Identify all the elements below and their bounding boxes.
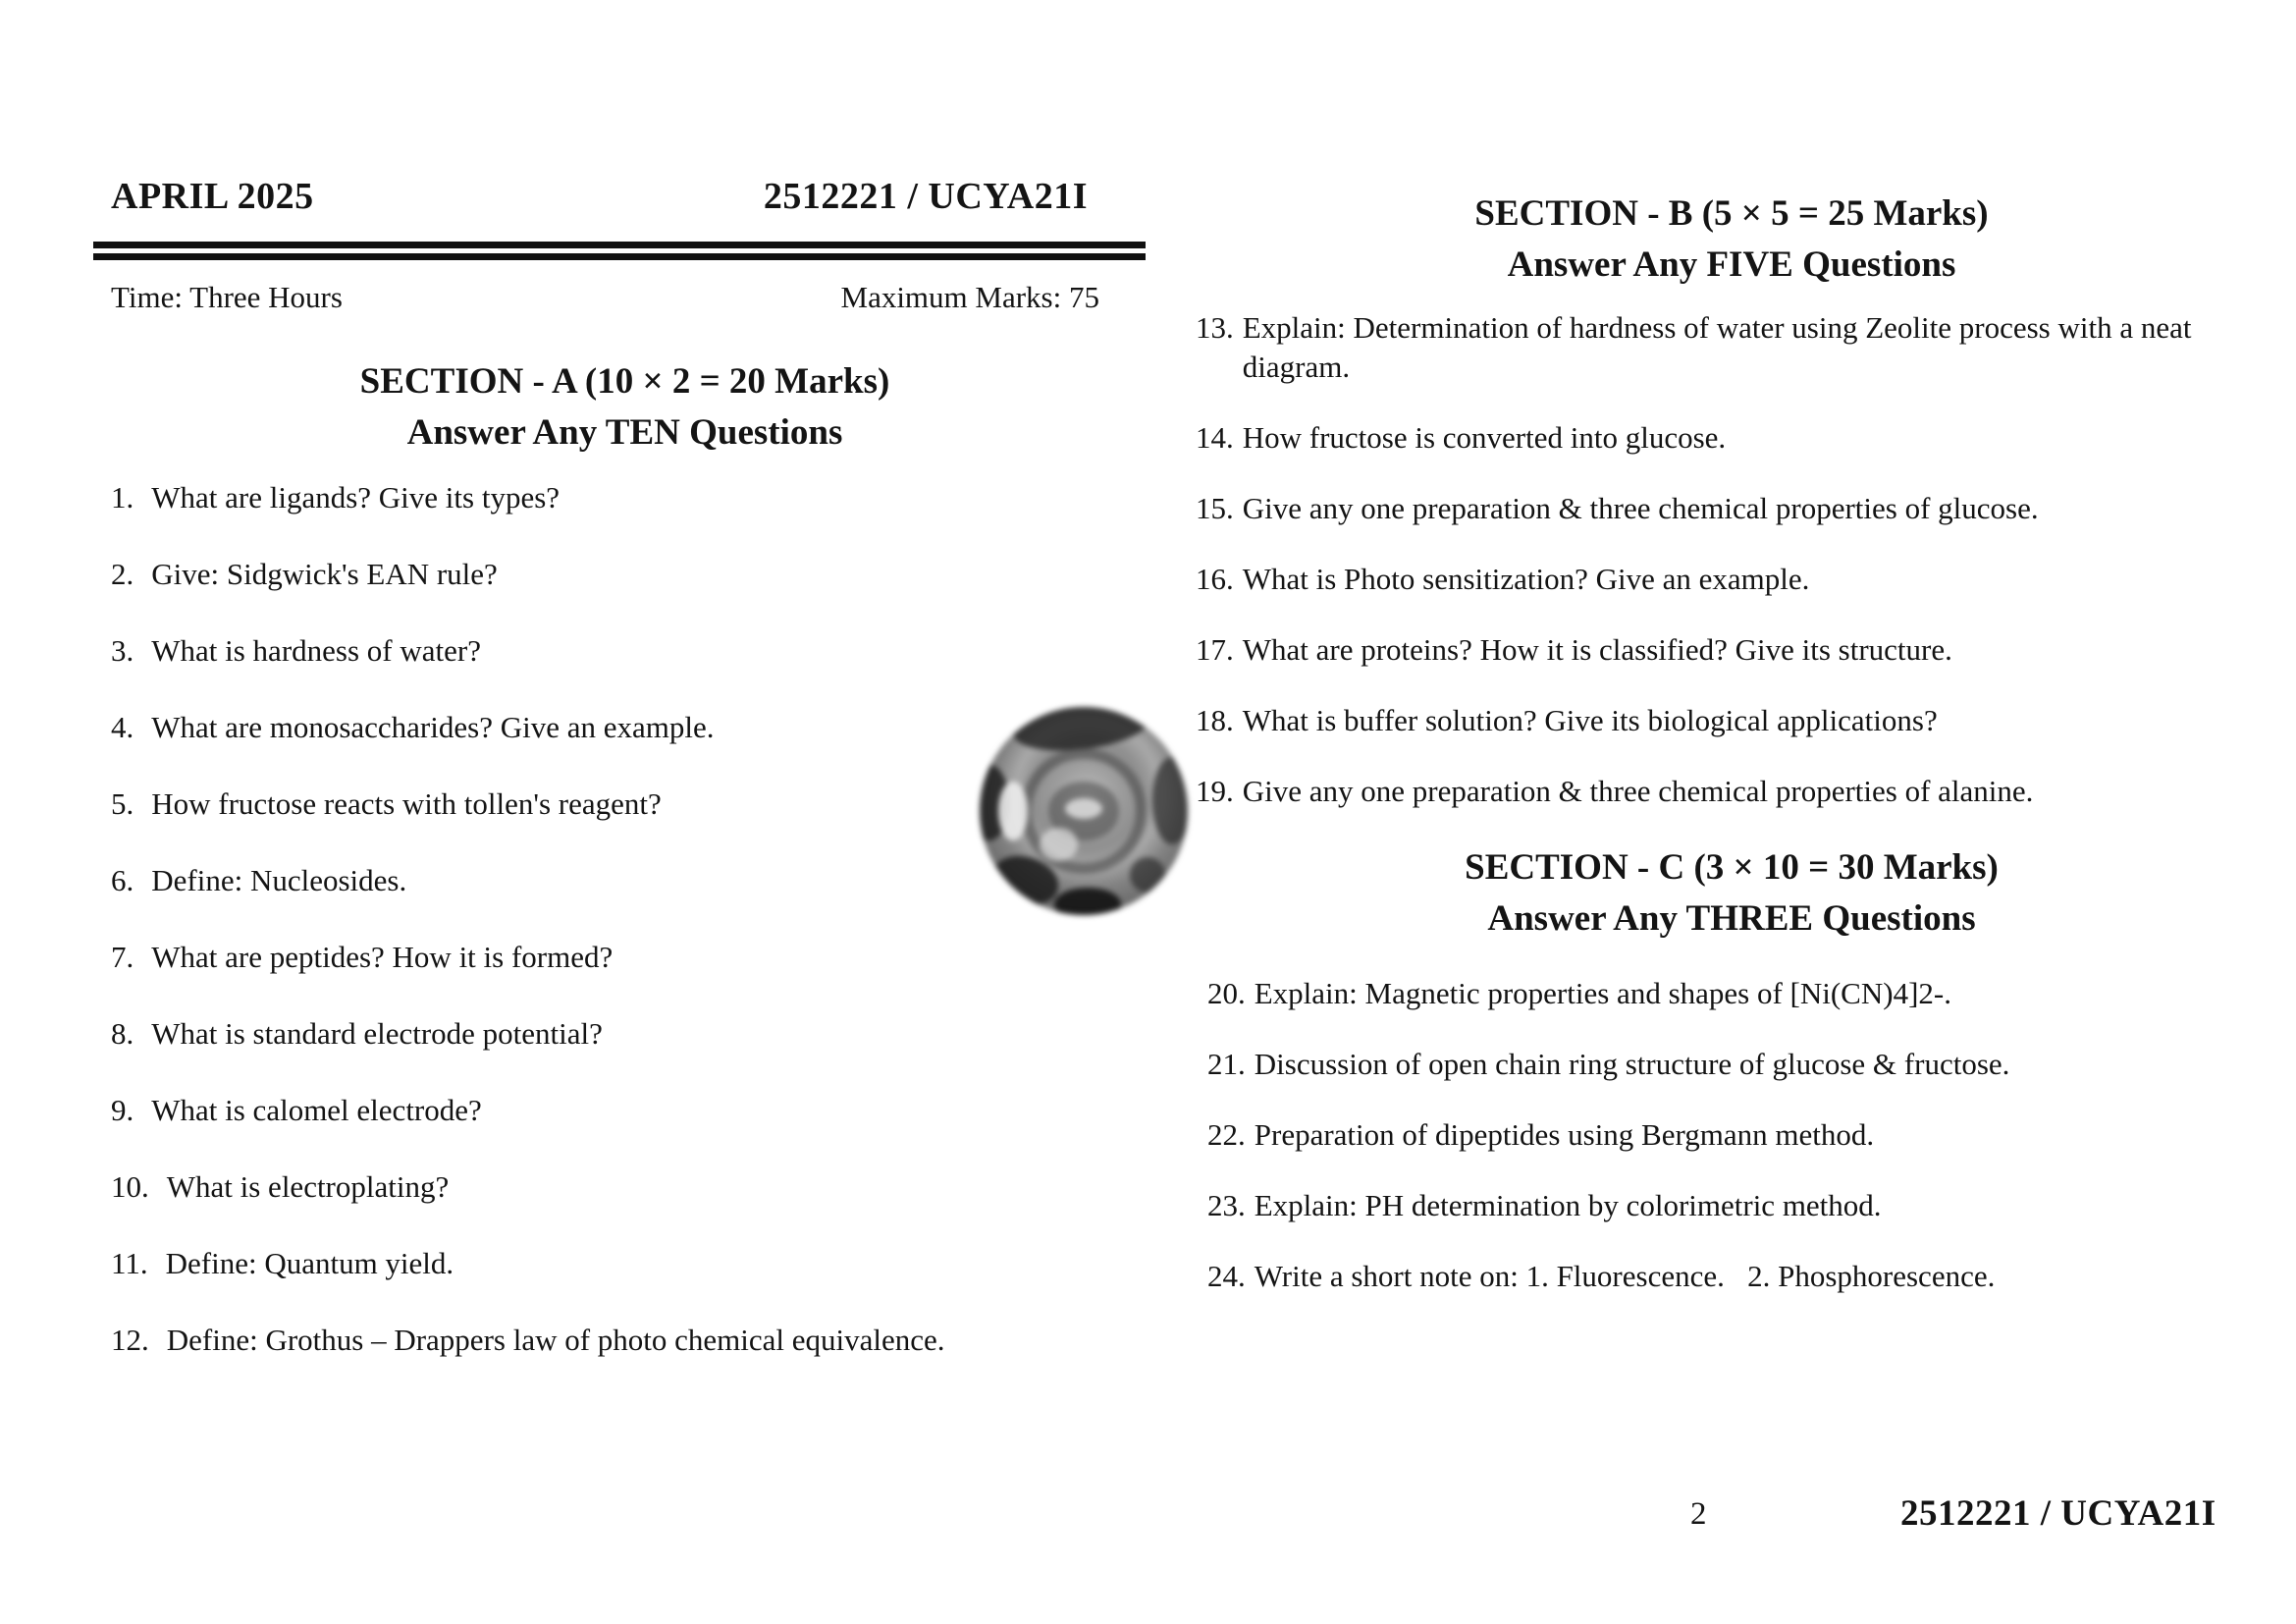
question-row [1196, 418, 2268, 458]
section-a-question-list [111, 478, 1139, 1360]
question-number: 5. [111, 786, 134, 821]
question-number: 14. [1196, 420, 1234, 455]
question-text: What is Photo sensitization? Give an example. [1242, 562, 1810, 596]
question-number: 3. [111, 633, 134, 668]
question-row [1207, 1115, 2268, 1155]
question-row [111, 1091, 1139, 1130]
question-number: 16. [1196, 562, 1234, 596]
question-row [1207, 1186, 2268, 1225]
question-number: 1. [111, 480, 134, 514]
question-row [1196, 772, 2268, 811]
question-text: What is buffer solution? Give its biological applications? [1242, 703, 1938, 737]
question-text: Give: Sidgwick's EAN rule? [151, 557, 498, 591]
question-number: 24. [1207, 1259, 1246, 1293]
question-row [1207, 974, 2268, 1013]
section-b-question-list [1196, 308, 2268, 811]
question-number: 23. [1207, 1188, 1246, 1222]
question-text: Discussion of open chain ring structure of glucose & fructose. [1254, 1047, 2010, 1081]
maximum-marks-label: Maximum Marks: 75 [840, 280, 1099, 314]
question-text: Give any one preparation & three chemical properties of glucose. [1242, 491, 2039, 525]
question-text: What is standard electrode potential? [151, 1016, 603, 1051]
question-row [111, 1014, 1139, 1054]
section-c-subtitle: Answer Any THREE Questions [1487, 898, 1976, 939]
question-number: 12. [111, 1323, 149, 1357]
question-row [1196, 630, 2268, 670]
section-b-title: SECTION - B (5 × 5 = 25 Marks) [1474, 193, 1989, 234]
question-text: How fructose is converted into glucose. [1242, 420, 1727, 455]
question-number: 17. [1196, 632, 1234, 667]
section-a-subtitle: Answer Any TEN Questions [406, 412, 843, 453]
section-b-subtitle: Answer Any FIVE Questions [1507, 244, 1956, 285]
question-row [111, 478, 1139, 517]
question-text: What are monosaccharides? Give an example. [151, 710, 715, 744]
question-number: 7. [111, 940, 134, 974]
question-row [1196, 560, 2268, 599]
question-text: Write a short note on: 1. Fluorescence. 2. Phosphorescence. [1254, 1259, 1996, 1293]
footer-page-number: 2 [1690, 1496, 1707, 1532]
header-divider-rule [93, 242, 1146, 260]
question-row [111, 1244, 1139, 1283]
question-text: Define: Quantum yield. [165, 1246, 454, 1280]
paper-code-header: 2512221 / UCYA21I [763, 176, 1088, 217]
question-number: 8. [111, 1016, 134, 1051]
section-c [1196, 846, 2268, 1296]
section-a-title: SECTION - A (10 × 2 = 20 Marks) [359, 361, 890, 402]
question-number: 22. [1207, 1117, 1246, 1152]
question-text: What are proteins? How it is classified? Give its structure. [1242, 632, 1952, 667]
question-number: 4. [111, 710, 134, 744]
question-number: 10. [111, 1169, 149, 1204]
section-b [1196, 192, 2268, 811]
question-text: Explain: Determination of hardness of water using Zeolite process with a neat diagram. [1242, 310, 2192, 384]
question-row [111, 555, 1139, 594]
seal-stamp-art [980, 707, 1188, 915]
question-number: 6. [111, 863, 134, 897]
section-c-title: SECTION - C (3 × 10 = 30 Marks) [1465, 847, 1999, 888]
question-text: Explain: PH determination by colorimetric method. [1254, 1188, 1882, 1222]
question-row [1196, 489, 2268, 528]
question-number: 2. [111, 557, 134, 591]
university-seal-watermark-icon [980, 707, 1188, 915]
question-text: What is electroplating? [166, 1169, 450, 1204]
question-number: 13. [1196, 310, 1234, 345]
section-c-question-list [1196, 974, 2268, 1296]
question-text: Define: Nucleosides. [151, 863, 407, 897]
question-row [111, 631, 1139, 671]
question-number: 11. [111, 1246, 148, 1280]
question-number: 9. [111, 1093, 134, 1127]
page-header [111, 173, 1139, 220]
question-text: How fructose reacts with tollen's reagent? [151, 786, 662, 821]
question-number: 21. [1207, 1047, 1246, 1081]
time-marks-row [111, 278, 1139, 317]
question-row [111, 938, 1139, 977]
question-text: What is hardness of water? [151, 633, 481, 668]
question-text: Define: Grothus – Drappers law of photo chemical equivalence. [166, 1323, 945, 1357]
question-text: What are ligands? Give its types? [151, 480, 561, 514]
question-number: 15. [1196, 491, 1234, 525]
question-row [1207, 1045, 2268, 1084]
question-text: What is calomel electrode? [151, 1093, 482, 1127]
question-row [1196, 308, 2268, 387]
question-row [111, 1321, 1139, 1360]
question-number: 20. [1207, 976, 1246, 1010]
exam-session-date: APRIL 2025 [111, 176, 314, 217]
question-text: Preparation of dipeptides using Bergmann method. [1254, 1117, 1875, 1152]
question-row [1207, 1257, 2268, 1296]
time-allowed-label: Time: Three Hours [111, 280, 343, 314]
question-number: 19. [1196, 774, 1234, 808]
question-row [1196, 701, 2268, 740]
footer-paper-code: 2512221 / UCYA21I [1900, 1493, 2216, 1534]
question-text: Give any one preparation & three chemical properties of alanine. [1242, 774, 2034, 808]
question-number: 18. [1196, 703, 1234, 737]
right-column [1196, 192, 2268, 1327]
question-text: What are peptides? How it is formed? [151, 940, 614, 974]
question-text: Explain: Magnetic properties and shapes of [Ni(CN)4]2-. [1254, 976, 1951, 1010]
question-row [111, 1167, 1139, 1207]
